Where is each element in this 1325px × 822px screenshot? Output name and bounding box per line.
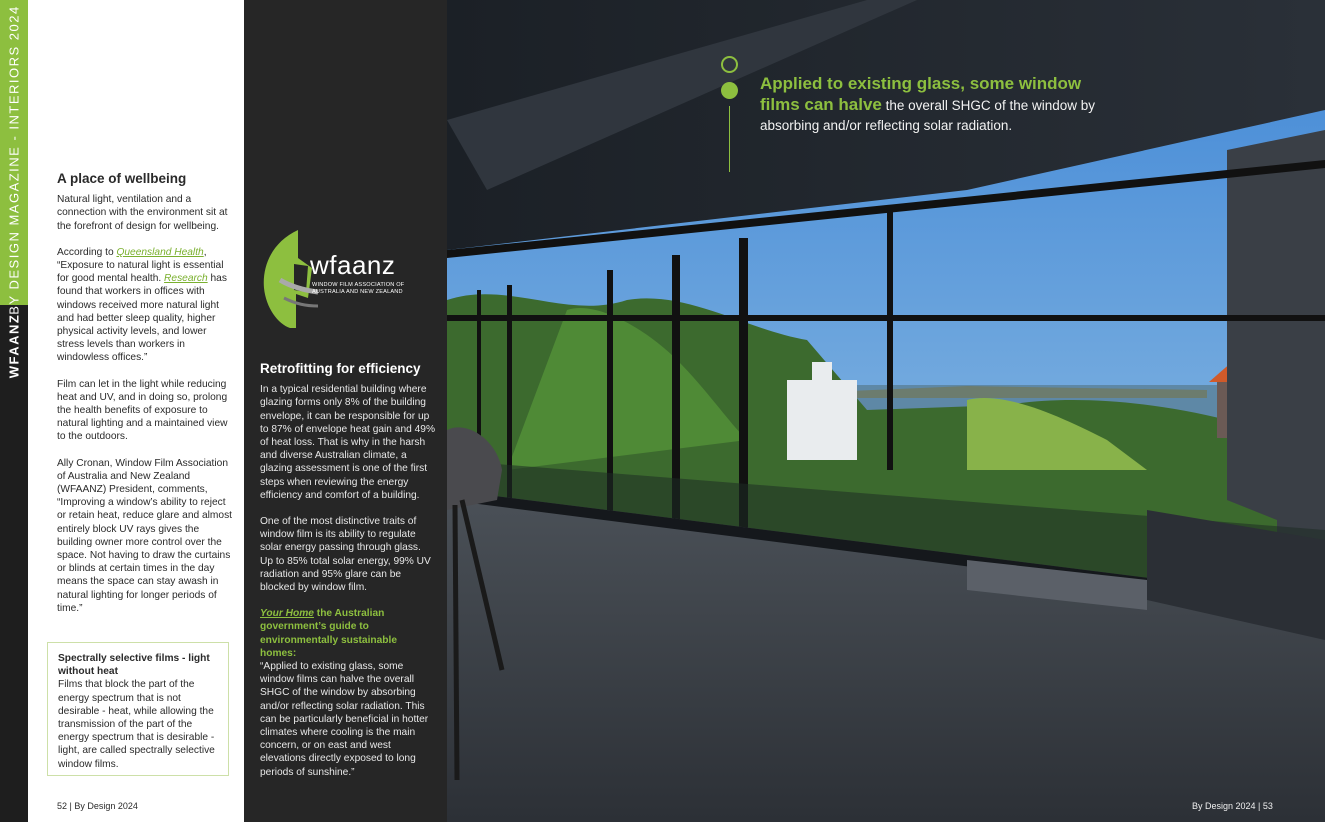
pull-quote-ring-icon xyxy=(721,56,738,73)
research-link[interactable]: Research xyxy=(164,273,208,285)
wellbeing-paragraph-3: Film can let in the light while reducing heat and UV, and in doing so, prolong the health benefits of exposure to natural lighting and a maintained view to the outdoors. xyxy=(57,378,228,443)
folio-left: 52 | By Design 2024 xyxy=(57,801,138,811)
pull-quote xyxy=(760,74,1120,136)
pull-quote-rest: the overall SHGC of the window by absorbing and/or reflecting solar radiation. xyxy=(760,98,1095,133)
spine-magazine-title: BY DESIGN MAGAZINE - INTERIORS 2024 xyxy=(6,5,22,315)
folio-right: By Design 2024 | 53 xyxy=(1192,801,1273,811)
callout-body: Films that block the part of the energy spectrum that is not desirable - heat, while allowing the transmission of the part of the energy spectrum that is desirable - light, are called spectrally selective window films. xyxy=(58,679,215,770)
spine xyxy=(0,0,28,822)
pull-quote-dot-icon xyxy=(721,82,738,99)
spine-black-band xyxy=(0,305,28,822)
wfaanz-logo-word: wfaanz xyxy=(310,250,396,280)
retrofitting-paragraph-2: One of the most distinctive traits of window film is its ability to regulate solar energy passing through glass. Up to 85% total solar energy, 99% UV radiation and 95% glare can be blocked by window film. xyxy=(260,516,431,594)
spine-section-label: WFAANZ xyxy=(6,313,22,379)
wellbeing-paragraph-4: Ally Cronan, Window Film Association of Australia and New Zealand (WFAANZ) President, comments, “Improving a window’s ability to reject or retain heat, reduce glare and almost entirely block UV rays gives the building owner more control over the space. Not having to draw the curtains or blinds at certain times in the day means the space can stay awash in natural lighting for longer periods of time.” xyxy=(57,457,232,614)
wellbeing-heading: A place of wellbeing xyxy=(57,171,187,186)
spectrally-selective-callout xyxy=(47,642,229,776)
retrofitting-paragraph-3: Your Home the Australian government’s guide to environmentally sustainable homes: “Applied to existing glass, some window films can halve the overall SHGC of the window by absorbing and/or reflecting solar radiation. This can be particularly beneficial in hotter climates where cooling is the main concern, or on east and west elevations directly exposed to long periods of sunshine.” xyxy=(260,608,429,778)
left-column xyxy=(57,172,232,628)
wellbeing-paragraph-1: Natural light, ventilation and a connection with the environment sit at the forefront of design for wellbeing. xyxy=(57,194,228,232)
wellbeing-paragraph-2: According to Queensland Health, “Exposure to natural light is essential for good mental health. Research has found that workers in offices with windows received more natural light and had better sleep quality, higher physical activity levels, and lower stress levels than workers in windowless offices.” xyxy=(57,246,227,364)
dark-column xyxy=(260,362,436,792)
wfaanz-logo-subtitle: WINDOW FILM ASSOCIATION OF AUSTRALIA AND NEW ZEALAND xyxy=(312,282,405,295)
queensland-health-link[interactable]: Queensland Health xyxy=(116,246,204,258)
pull-quote-rule xyxy=(729,106,730,172)
callout-title: Spectrally selective films - light without heat xyxy=(58,653,210,678)
retrofitting-paragraph-1: In a typical residential building where glazing forms only 8% of the building envelope, it can be responsible for up to 87% of envelope heat gain and 49% of heat loss. That is why in the harsh and diverse Australian climate, a glazing assessment is one of the first steps when reviewing the energy efficiency and comfort of a building. xyxy=(260,384,436,501)
your-home-link[interactable]: Your Home xyxy=(260,608,314,620)
retrofitting-heading: Retrofitting for efficiency xyxy=(260,361,421,376)
pull-quote-highlight: Applied to existing glass, some window films can halve xyxy=(760,74,1082,114)
